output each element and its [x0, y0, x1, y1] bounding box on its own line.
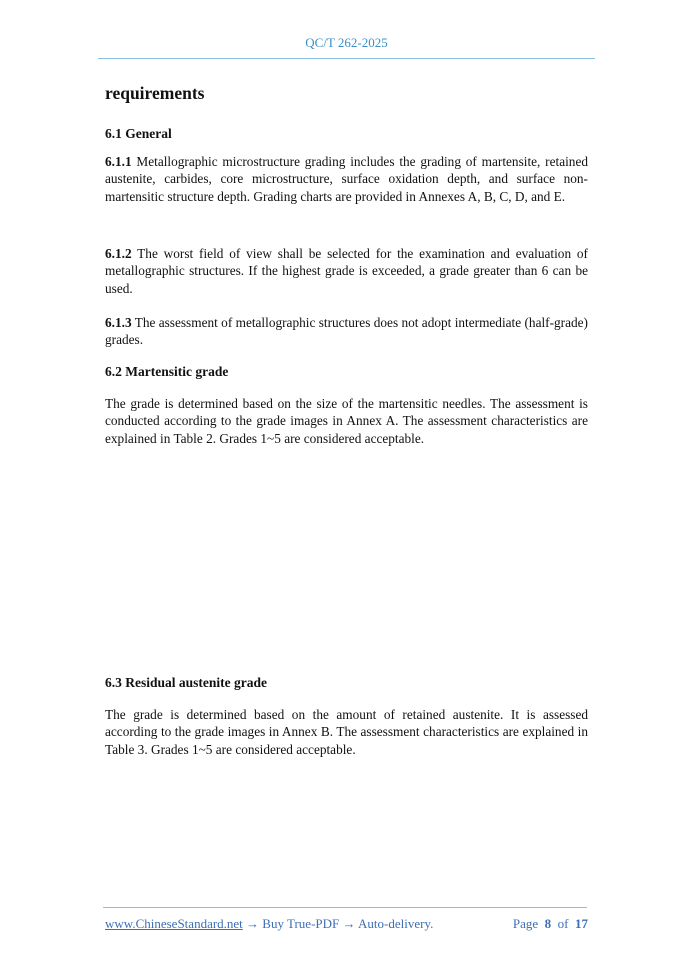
- footer: [105, 916, 588, 932]
- document-id-header: QC/T 262-2025: [305, 35, 388, 50]
- paragraph-6-1-2: [105, 245, 588, 297]
- heading-6-2: 6.2 Martensitic grade: [105, 364, 229, 379]
- paragraph-6-2: The grade is determined based on the size of the martensitic needles. The assessment is conducted according to the grade images in Annex A. The assessment characteristics are explained in Table 2. Grades 1~5 are considered acceptable.: [105, 396, 588, 446]
- clause-number: 6.1.2: [105, 246, 132, 261]
- clause-text: The worst field of view shall be selected for the examination and evaluation of metallographic structures. If the highest grade is exceeded, a grade greater than 6 can be used.: [105, 246, 588, 296]
- footer-tagline: → Buy True-PDF → Auto-delivery.: [242, 916, 434, 931]
- footer-divider: [103, 907, 587, 908]
- clause-number: 6.1.1: [105, 154, 132, 169]
- clause-text: Metallographic microstructure grading includes the grading of martensite, retained austenite, carbides, core microstructure, surface oxidation depth, and surface non-martensitic structure depth. Grading charts are provided in Annexes A, B, C, D, and E.: [105, 154, 588, 204]
- header-divider: [98, 58, 595, 59]
- clause-text: The assessment of metallographic structures does not adopt intermediate (half-grade) grades.: [105, 315, 588, 348]
- paragraph-6-3: The grade is determined based on the amount of retained austenite. It is assessed according to the grade images in Annex B. The assessment characteristics are explained in Table 3. Grades 1~5 are considered acceptable.: [105, 707, 588, 757]
- total-pages: 17: [575, 916, 588, 931]
- website-link[interactable]: www.ChineseStandard.net: [105, 916, 243, 931]
- section-title: requirements: [105, 83, 205, 103]
- paragraph-6-1-3: [105, 314, 588, 349]
- clause-number: 6.1.3: [105, 315, 132, 330]
- heading-6-3: 6.3 Residual austenite grade: [105, 675, 267, 690]
- current-page: 8: [544, 916, 552, 931]
- page-indicator: Page 8 of 17: [512, 916, 588, 931]
- paragraph-6-1-1: [105, 153, 588, 205]
- heading-6-1: 6.1 General: [105, 126, 172, 141]
- footer-promo: [105, 916, 433, 932]
